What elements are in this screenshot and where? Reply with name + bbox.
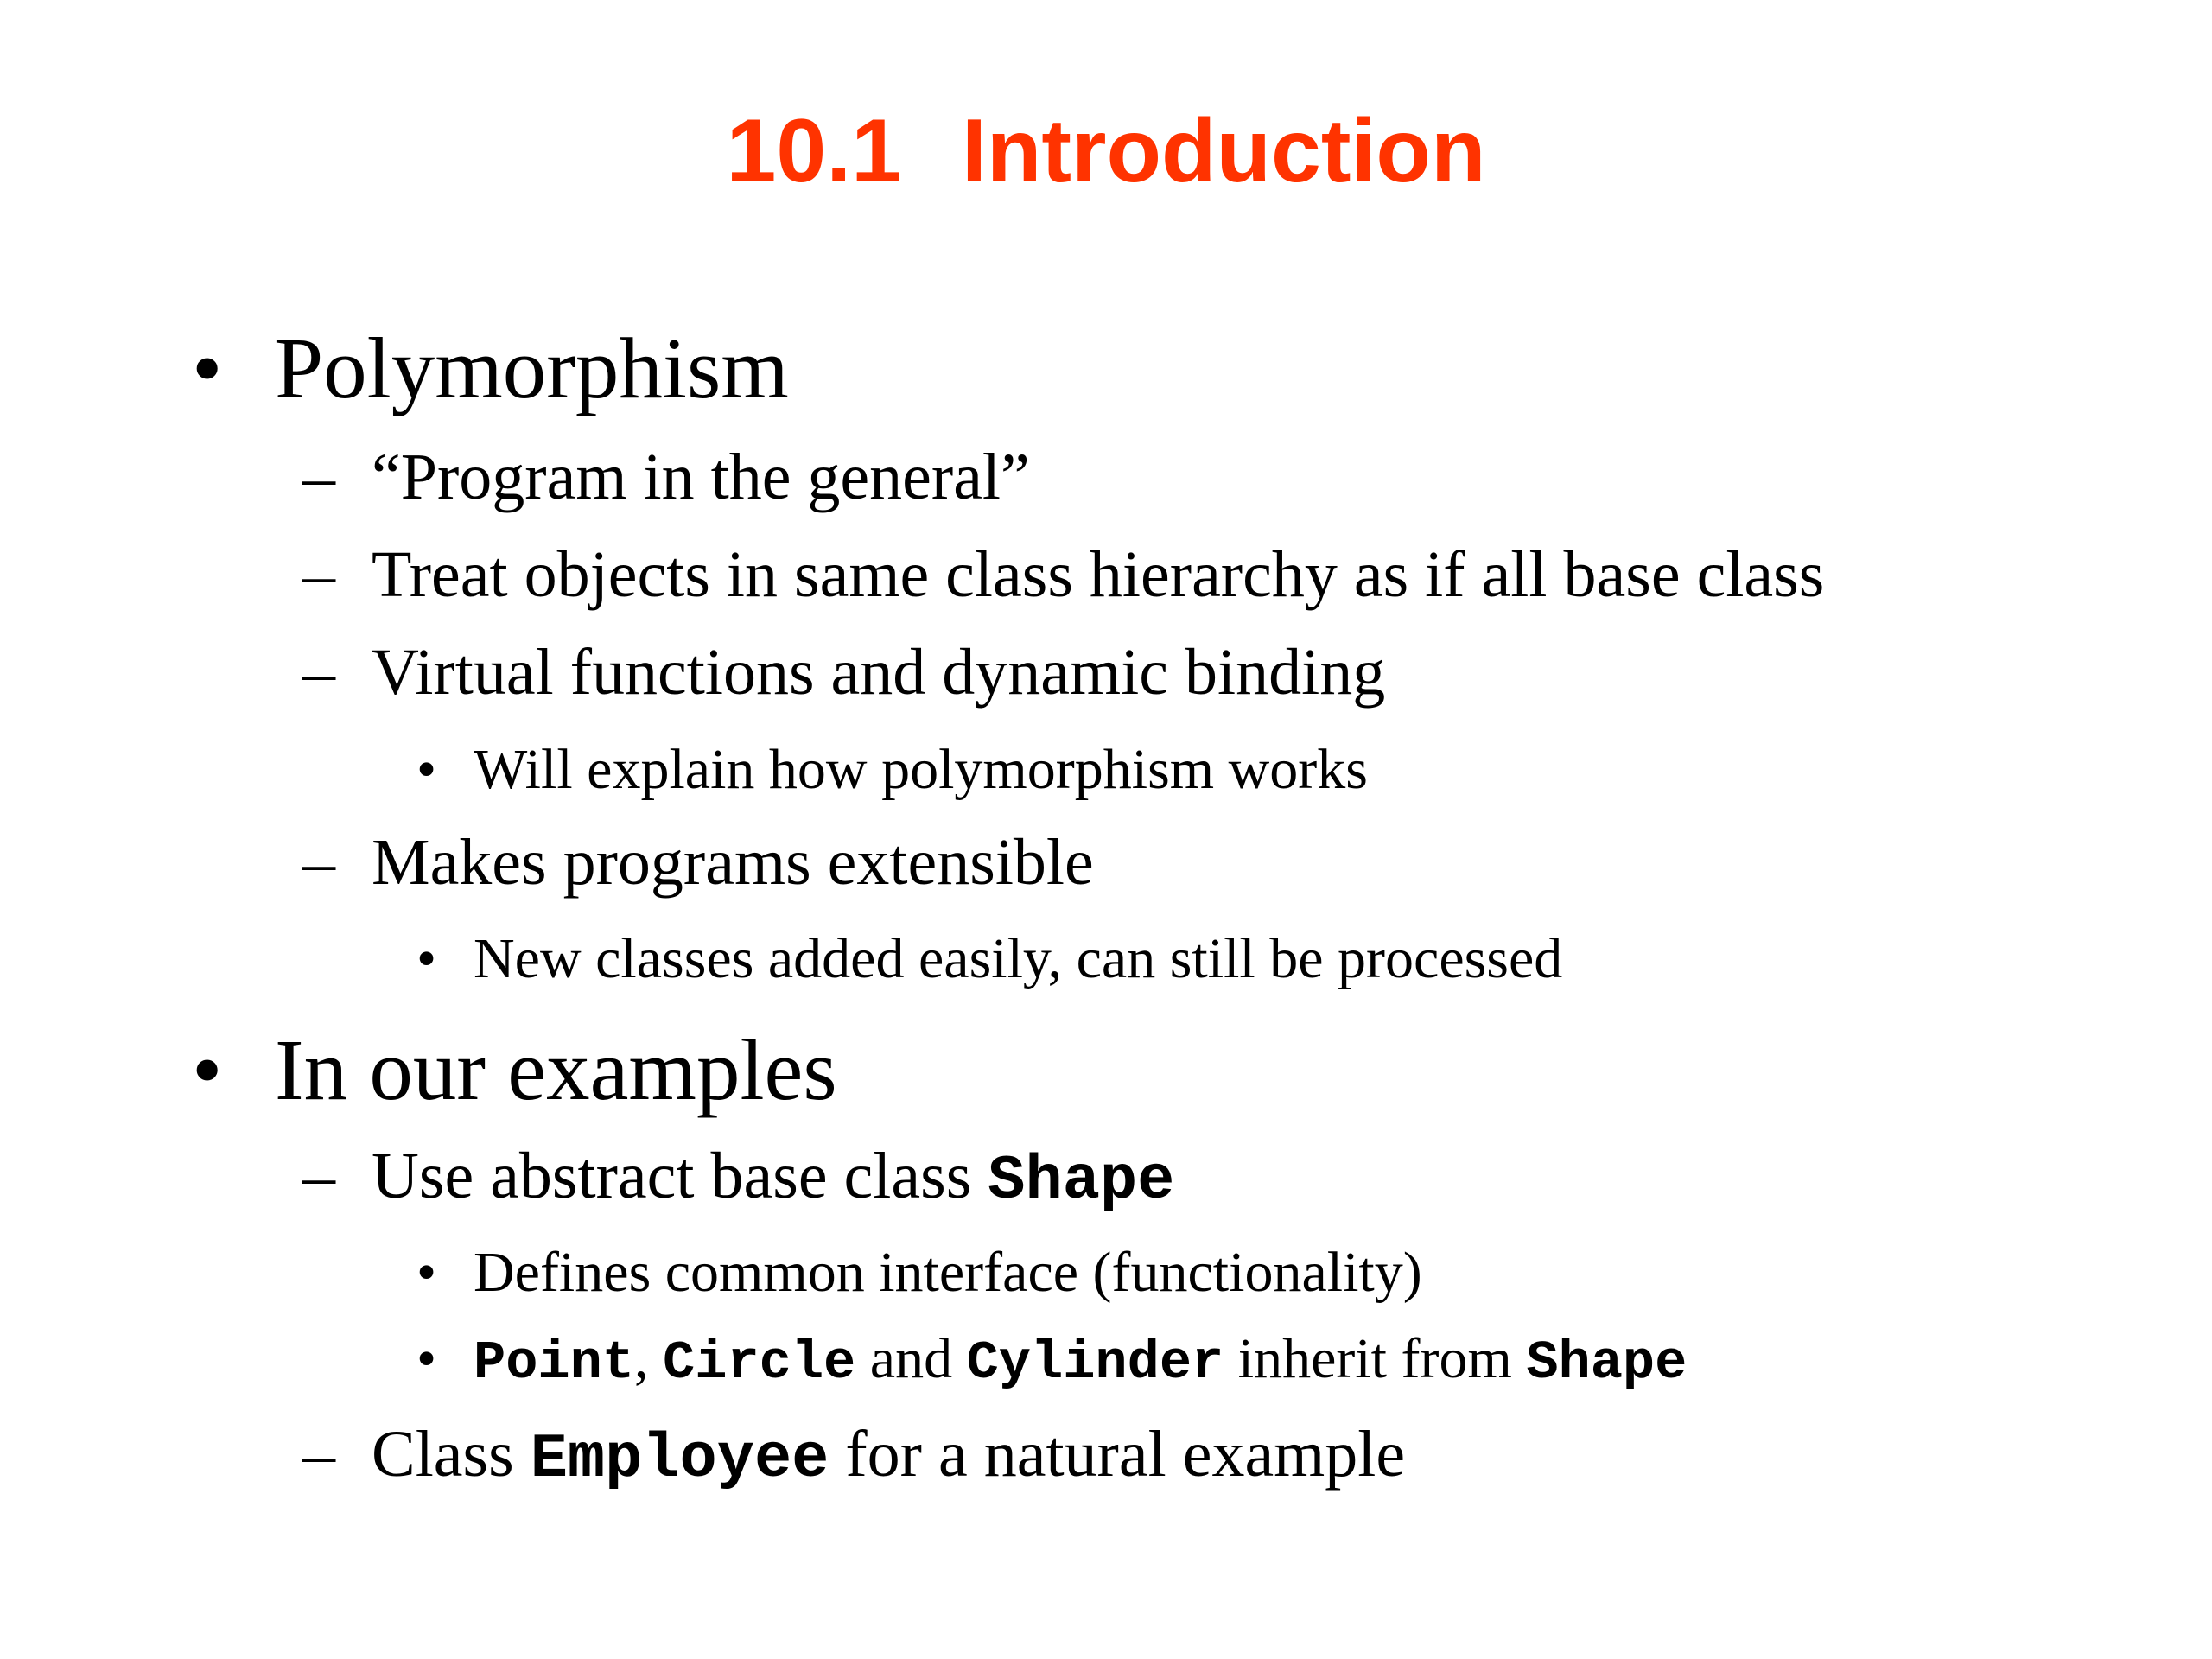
dash-marker: – <box>302 1418 335 1491</box>
bullet-marker: • <box>416 1327 437 1390</box>
title-text: Introduction <box>961 101 1486 201</box>
bullet-text: New classes added easily, can still be processed <box>474 927 1563 990</box>
bullet-text: Will explain how polymorphism works <box>474 738 1368 801</box>
bullet-text: and <box>855 1327 967 1390</box>
bullet-marker: • <box>192 1021 223 1118</box>
bullet-text: Treat objects in same class hierarchy as if all base class <box>372 538 1825 611</box>
bullet-text: , <box>634 1327 664 1390</box>
title-number: 10.1 <box>726 101 901 201</box>
sub-bullet-virtual-functions <box>372 629 1385 715</box>
bullet-marker: • <box>416 738 437 801</box>
dash-marker: – <box>302 441 335 513</box>
code-circle: Circle <box>663 1332 856 1394</box>
sub-bullet-program-general <box>372 434 1030 520</box>
bullet-text: for a natural example <box>829 1418 1406 1491</box>
bullet-text: inherit from <box>1224 1327 1527 1390</box>
sub-sub-bullet-common-interface <box>474 1234 1422 1312</box>
sub-sub-bullet-explain-polymorphism <box>474 731 1368 809</box>
bullet-marker: • <box>416 927 437 990</box>
code-point: Point <box>474 1332 635 1394</box>
bullet-text: “Program in the general” <box>372 441 1030 513</box>
code-shape: Shape <box>988 1146 1175 1217</box>
bullet-polymorphism <box>275 316 789 420</box>
sub-bullet-extensible <box>372 819 1094 906</box>
sub-bullet-employee <box>372 1411 1405 1503</box>
bullet-our-examples <box>275 1018 837 1122</box>
bullet-marker: • <box>416 1241 437 1304</box>
dash-marker: – <box>302 826 335 899</box>
bullet-text: Virtual functions and dynamic binding <box>372 636 1386 709</box>
bullet-text: Defines common interface (functionality) <box>474 1241 1422 1304</box>
sub-bullet-abstract-base <box>372 1133 1174 1224</box>
bullet-text: Polymorphism <box>275 320 789 416</box>
code-employee: Employee <box>530 1424 830 1495</box>
sub-sub-bullet-new-classes <box>474 920 1562 998</box>
code-cylinder: Cylinder <box>966 1332 1224 1394</box>
sub-sub-bullet-inherit <box>474 1320 1687 1402</box>
bullet-text: Use abstract base class <box>372 1140 988 1212</box>
dash-marker: – <box>302 636 335 709</box>
code-shape: Shape <box>1526 1332 1688 1394</box>
dash-marker: – <box>302 1140 335 1212</box>
bullet-text: Class <box>372 1418 531 1491</box>
bullet-text: In our examples <box>275 1021 837 1118</box>
sub-bullet-treat-objects <box>372 531 1824 618</box>
slide-title <box>0 91 2212 212</box>
bullet-text: Makes programs extensible <box>372 826 1094 899</box>
bullet-marker: • <box>192 320 223 416</box>
dash-marker: – <box>302 538 335 611</box>
